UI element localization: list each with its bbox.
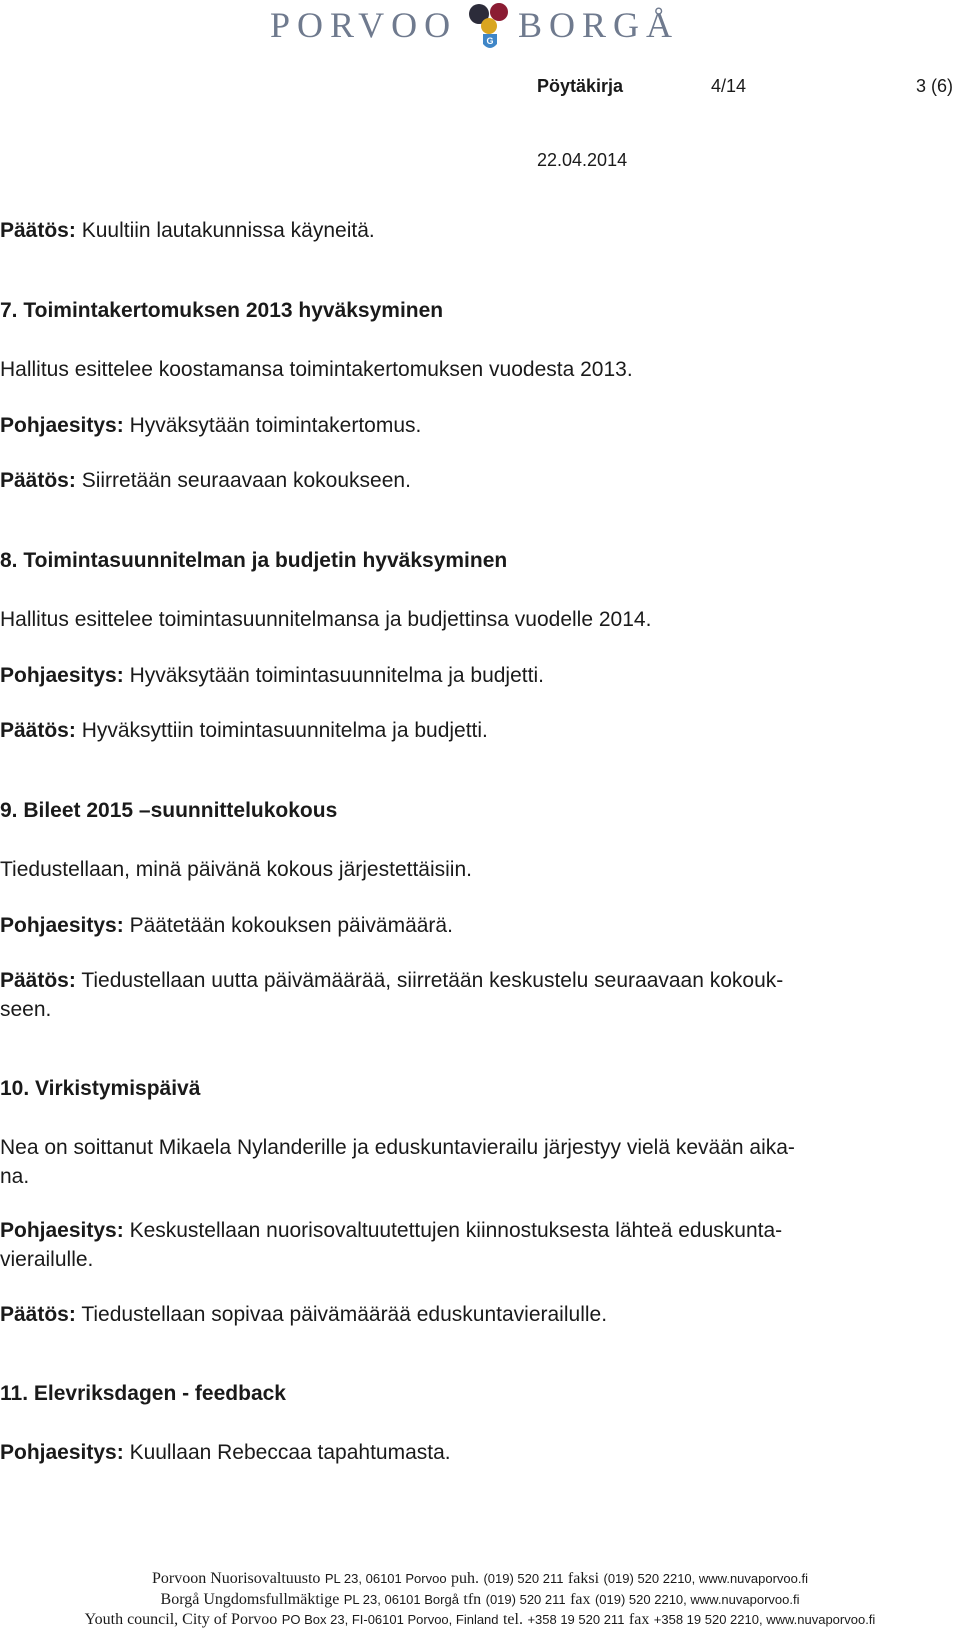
footer-fax: +358 19 520 2210, www.nuvaporvoo.fi [653,1612,876,1627]
decision-text: Hyväksyttiin toimintasuunnitelma ja budjetti. [81,719,488,742]
footer-tel-label: tfn [463,1591,482,1608]
decision-text: Kuultiin lautakunnissa käyneitä. [81,219,375,242]
section-heading: 8. Toimintasuunnitelman ja budjetin hyväksyminen [0,549,508,572]
footer-line-fi [0,1570,960,1588]
footer-tel-label: puh. [451,1570,480,1587]
document-date: 22.04.2014 [537,150,628,170]
proposal-label: Pohjaesitys: [0,1441,124,1464]
decision-text: Siirretään seuraavaan kokoukseen. [81,469,411,492]
city-emblem-icon [465,0,515,56]
logo-text-borga: BORGÅ [518,5,680,45]
footer-line-en [0,1611,960,1629]
footer-tel: (019) 520 211 [485,1592,566,1607]
footer-fax: (019) 520 2210, www.nuvaporvoo.fi [603,1571,808,1586]
section-heading: 7. Toimintakertomuksen 2013 hyväksyminen [0,299,444,322]
decision-paragraph [0,716,930,745]
proposal-text: Kuullaan Rebeccaa tapahtumasta. [129,1441,451,1464]
proposal-text: Hyväksytään toimintakertomus. [129,414,422,437]
footer-fax: (019) 520 2210, www.nuvaporvoo.fi [594,1592,800,1607]
footer-fax-label: faksi [567,1570,600,1587]
footer-address: PL 23, 06101 Porvoo [324,1571,447,1586]
footer-tel-label: tel. [502,1611,523,1628]
section-heading: 11. Elevriksdagen - feedback [0,1382,286,1405]
proposal-text: Päätetään kokouksen päivämäärä. [129,914,453,937]
footer-tel: +358 19 520 211 [527,1612,625,1627]
intro-text-line2: na. [0,1165,30,1188]
proposal-label: Pohjaesitys: [0,914,124,937]
page-number: 3 (6) [916,76,954,96]
proposal-paragraph [0,911,930,940]
proposal-text-line1: Keskustellaan nuorisovaltuutettujen kiinnostuksesta lähteä eduskunta- [129,1219,783,1242]
footer-address: PL 23, 06101 Borgå [343,1592,459,1607]
proposal-paragraph [0,1438,930,1467]
document-number: 4/14 [711,76,747,96]
decision-text-line1: Tiedustellaan uutta päivämäärää, siirretään keskustelu seuraavaan kokouk- [81,969,784,992]
decision-paragraph [0,216,930,245]
footer-org: Porvoon Nuorisovaltuusto [151,1570,321,1587]
decision-text-line2: seen. [0,998,52,1021]
decision-label: Päätös: [0,1303,76,1326]
intro-paragraph: Hallitus esittelee koostamansa toimintakertomuksen vuodesta 2013. [0,358,633,381]
footer-fax-label: fax [628,1611,650,1628]
intro-text-line1: Nea on soittanut Mikaela Nylanderille ja eduskuntavierailu järjestyy vielä kevään aika- [0,1136,795,1159]
section-heading: 9. Bileet 2015 –suunnittelukokous [0,799,338,822]
proposal-label: Pohjaesitys: [0,1219,124,1242]
decision-label: Päätös: [0,719,76,742]
proposal-paragraph [0,411,930,440]
proposal-paragraph [0,1216,930,1274]
proposal-text-line2: vierailulle. [0,1248,94,1271]
proposal-label: Pohjaesitys: [0,414,124,437]
intro-paragraph: Tiedustellaan, minä päivänä kokous järjestettäisiin. [0,858,472,881]
proposal-label: Pohjaesitys: [0,664,124,687]
decision-label: Päätös: [0,469,76,492]
decision-label: Päätös: [0,219,76,242]
decision-paragraph [0,966,930,1024]
document-type: Pöytäkirja [537,76,624,96]
footer-tel: (019) 520 211 [483,1571,564,1586]
city-logo [270,0,690,48]
decision-paragraph [0,1300,930,1329]
decision-paragraph [0,466,930,495]
section-heading: 10. Virkistymispäivä [0,1077,201,1100]
decision-text: Tiedustellaan sopivaa päivämäärää eduskuntavierailulle. [81,1303,608,1326]
footer-org: Borgå Ungdomsfullmäktige [160,1591,340,1608]
logo-text-porvoo: PORVOO [270,5,458,45]
footer-fax-label: fax [570,1591,591,1608]
footer-org: Youth council, City of Porvoo [84,1611,278,1628]
footer-address: PO Box 23, FI-06101 Porvoo, Finland [281,1612,499,1627]
intro-paragraph [0,1133,930,1191]
decision-label: Päätös: [0,969,76,992]
proposal-paragraph [0,661,930,690]
intro-paragraph: Hallitus esittelee toimintasuunnitelmansa ja budjettinsa vuodelle 2014. [0,608,652,631]
footer-line-sv [0,1591,960,1609]
proposal-text: Hyväksytään toimintasuunnitelma ja budjetti. [129,664,544,687]
svg-text:G: G [486,36,494,46]
